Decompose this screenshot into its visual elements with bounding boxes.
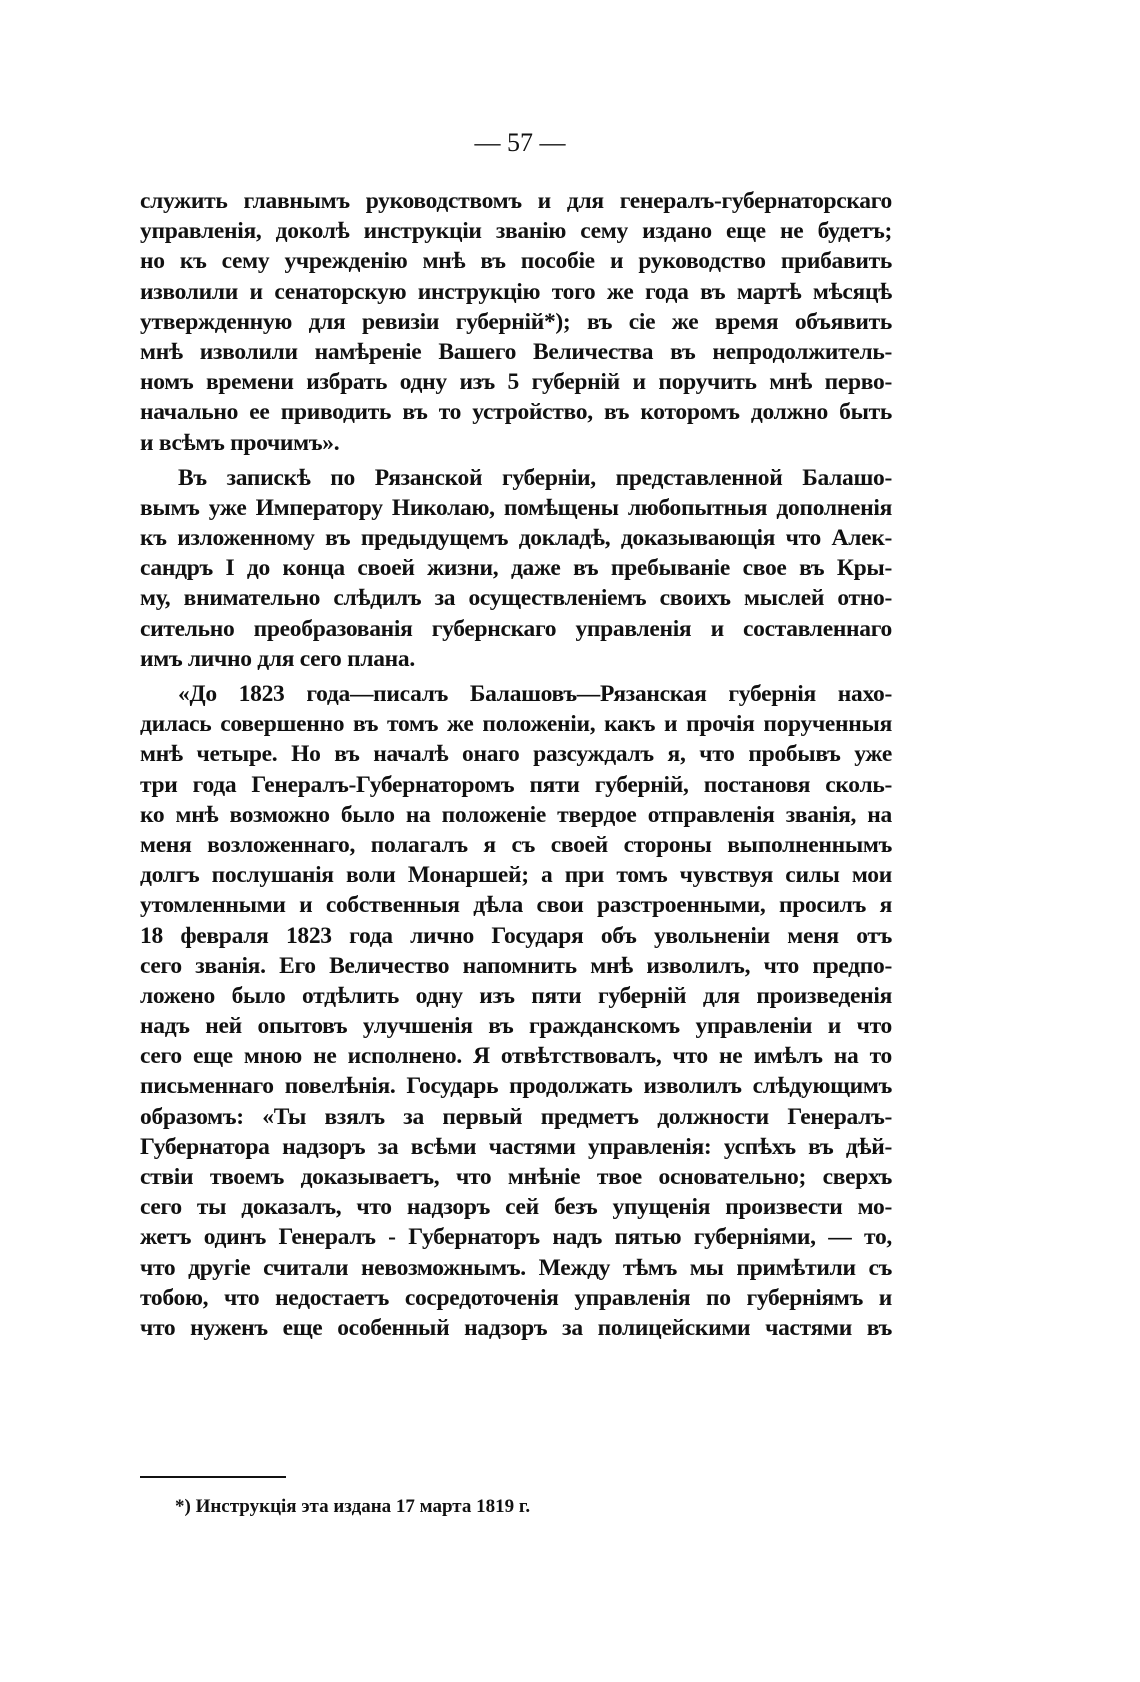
text-line: номъ времени избрать одну изъ 5 губерній и поручить мнѣ перво- — [140, 369, 892, 396]
paragraph — [140, 186, 892, 458]
text-line: образомъ: «Ты взялъ за первый предметъ должности Генералъ- — [140, 1103, 892, 1130]
text-line: мнѣ изволили намѣреніе Вашего Величества въ непродолжитель- — [140, 338, 892, 365]
text-line: начально ее приводить въ то устройство, въ которомъ должно быть — [140, 399, 892, 426]
text-line: 18 февраля 1823 года лично Государя объ увольненіи меня отъ — [140, 922, 892, 949]
text-line: но къ сему учрежденію мнѣ въ пособіе и руководство прибавить — [140, 248, 892, 275]
text-line: дилась совершенно въ томъ же положеніи, какъ и прочія порученныя — [140, 711, 892, 738]
text-line: что другіе считали невозможнымъ. Между тѣмъ мы примѣтили съ — [140, 1254, 892, 1281]
text-line: имъ лично для сего плана. — [140, 645, 415, 672]
text-line: три года Генералъ-Губернаторомъ пяти губерній, постановя сколь- — [140, 771, 892, 798]
footnote-divider — [140, 1476, 286, 1478]
body-text — [140, 186, 892, 1348]
text-line: сего еще мною не исполнено. Я отвѣтствовалъ, что не имѣлъ на то — [140, 1043, 892, 1070]
text-line: «До 1823 года—писалъ Балашовъ—Рязанская губернія нахо- — [178, 681, 892, 707]
text-line: сандръ I до конца своей жизни, даже въ пребываніе свое въ Кры- — [140, 555, 892, 582]
text-line: утомленными и собственныя дѣла свои разстроенными, просилъ я — [140, 892, 892, 919]
text-line: письменнаго повелѣнія. Государь продолжать изволилъ слѣдующимъ — [140, 1073, 892, 1100]
text-line: управленія, доколѣ инструкціи званію сему издано еще не будетъ; — [140, 218, 892, 245]
text-line: ко мнѣ возможно было на положеніе твердое отправленія званія, на — [140, 801, 892, 828]
text-line: и всѣмъ прочимъ». — [140, 429, 340, 456]
text-line: Губернатора надзоръ за всѣми частями управленія: успѣхъ въ дѣй- — [140, 1133, 892, 1160]
paragraph — [140, 679, 892, 1343]
text-line: надъ ней опытовъ улучшенія въ гражданскомъ управленіи и что — [140, 1013, 892, 1040]
text-line: что нуженъ еще особенный надзоръ за полицейскими частями въ — [140, 1314, 892, 1341]
text-line: изволили и сенаторскую инструкцію того же года въ мартѣ мѣсяцѣ — [140, 278, 892, 305]
page-number: — 57 — — [474, 128, 566, 157]
text-line: меня возложеннаго, полагалъ я съ своей стороны выполненнымъ — [140, 831, 892, 858]
text-line: служить главнымъ руководствомъ и для генералъ-губернаторскаго — [140, 188, 892, 214]
text-line: ложено было отдѣлить одну изъ пяти губерній для произведенія — [140, 982, 892, 1009]
text-line: долгъ послушанія воли Монаршей; а при томъ чувствуя силы мои — [140, 862, 892, 889]
text-line: сительно преобразованія губернскаго управленія и составленнаго — [140, 615, 892, 642]
text-line: сего званія. Его Величество напомнить мнѣ изволилъ, что предпо- — [140, 952, 892, 979]
paragraph — [140, 463, 892, 674]
text-line: ствіи твоемъ доказываетъ, что мнѣніе твое основательно; сверхъ — [140, 1164, 892, 1190]
text-line: сего ты доказалъ, что надзоръ сей безъ упущенія произвести мо- — [140, 1194, 892, 1221]
text-line: мнѣ четыре. Но въ началѣ онаго разсуждалъ я, что пробывъ уже — [140, 741, 892, 768]
text-line: вымъ уже Императору Николаю, помѣщены любопытныя дополненія — [140, 494, 892, 521]
text-line: жетъ одинъ Генералъ - Губернаторъ надъ пятью губерніями, — то, — [140, 1224, 892, 1251]
footnote: *) Инструкція эта издана 17 марта 1819 г. — [175, 1496, 531, 1517]
text-line: му, внимательно слѣдилъ за осуществленіемъ своихъ мыслей отно- — [140, 585, 892, 612]
text-line: тобою, что недостаетъ сосредоточенія управленія по губерніямъ и — [140, 1284, 892, 1311]
text-line: къ изложенному въ предыдущемъ докладѣ, доказывающія что Алек- — [140, 525, 892, 552]
text-line: Въ запискѣ по Рязанской губерніи, представленной Балашо- — [178, 464, 892, 491]
text-line: утвержденную для ревизіи губерній*); въ сіе же время объявить — [140, 308, 892, 335]
